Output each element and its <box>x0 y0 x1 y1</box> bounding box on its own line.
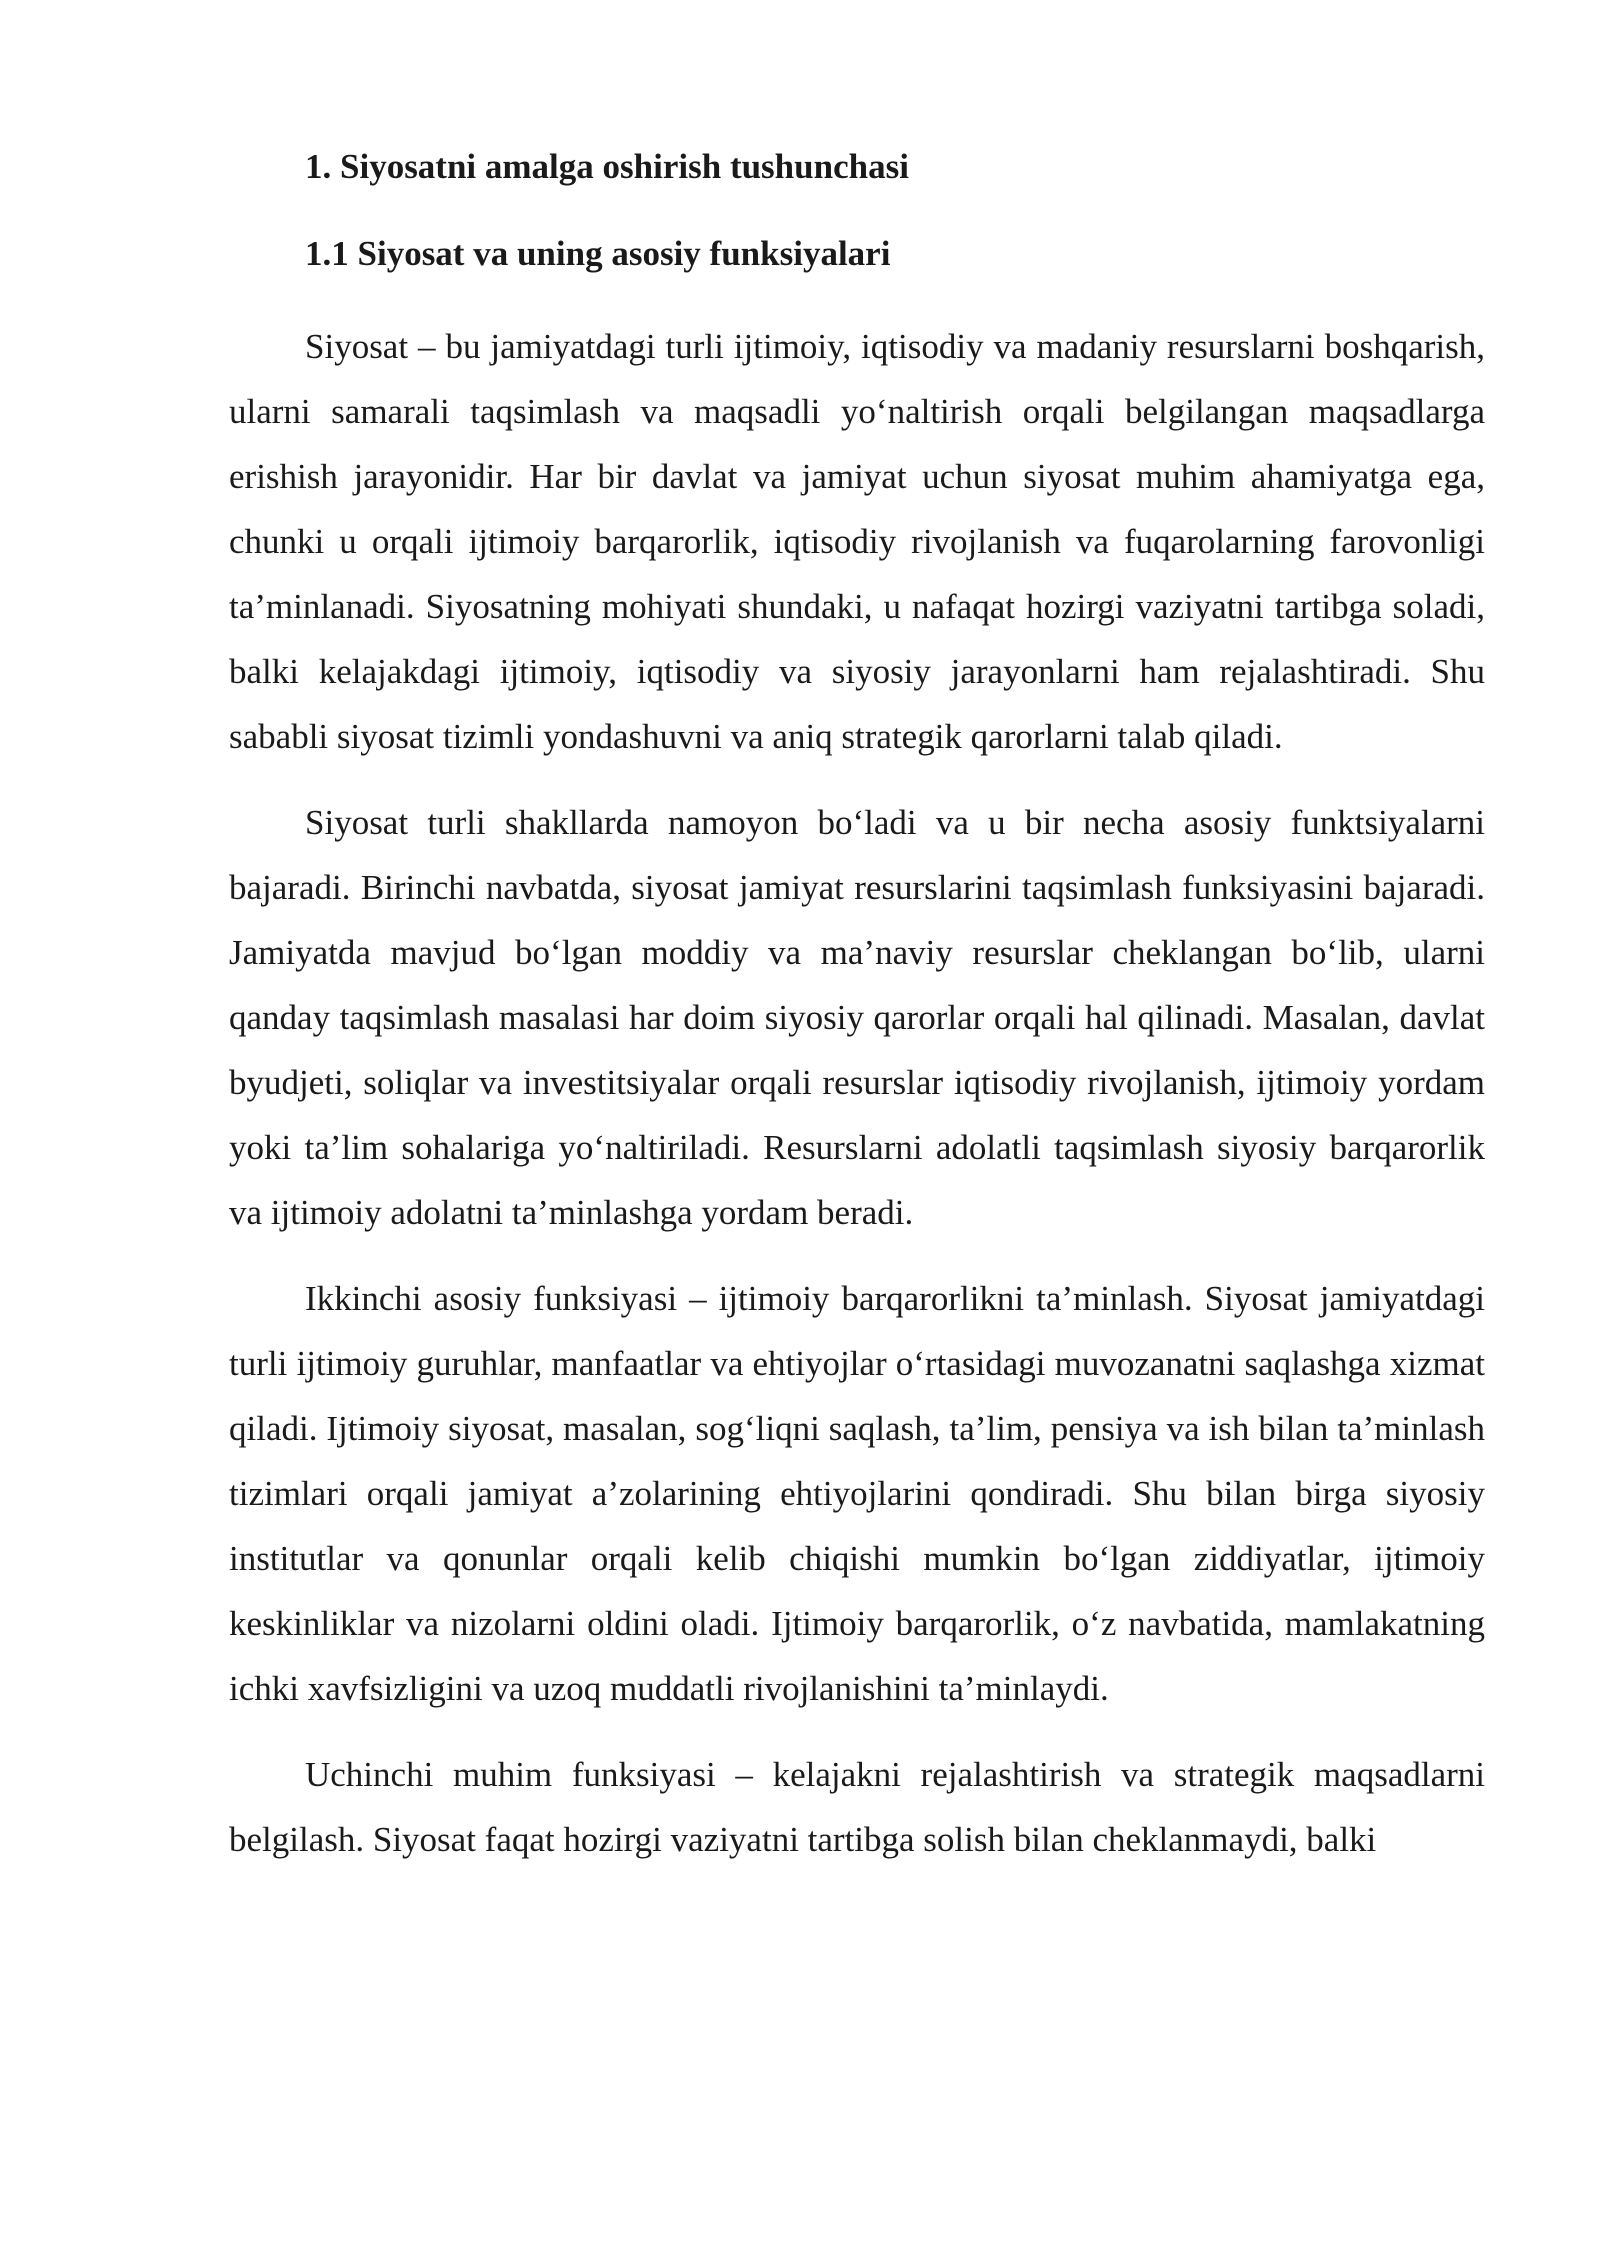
paragraph-3: Ikkinchi asosiy funksiyasi – ijtimoiy barqarorlikni ta’minlash. Siyosat jamiyatdagi turli ijtimoiy guruhlar, manfaatlar va ehtiyojlar o‘rtasidagi muvozanatni saqlashga xizmat qiladi. Ijtimoiy siyosat, masalan, sog‘liqni saqlash, ta’lim, pensiya va ish bilan ta’minlash tizimlari orqali jamiyat a’zolarining ehtiyojlarini qondiradi. Shu bilan birga siyosiy institutlar va qonunlar orqali kelib chiqishi mumkin bo‘lgan ziddiyatlar, ijtimoiy keskinliklar va nizolarni oldini oladi. Ijtimoiy barqarorlik, o‘z navbatida, mamlakatning ichki xavfsizligini va uzoq muddatli rivojlanishini ta’minlaydi. <box>229 1279 1485 1708</box>
subsection-heading: 1.1 Siyosat va uning asosiy funksiyalari <box>305 234 891 273</box>
document-body <box>229 140 1485 1893</box>
section-heading: 1. Siyosatni amalga oshirish tushunchasi <box>305 147 909 186</box>
paragraph-4: Uchinchi muhim funksiyasi – kelajakni rejalashtirish va strategik maqsadlarni belgilash. Siyosat faqat hozirgi vaziyatni tartibga solish bilan cheklanmaydi, balki <box>229 1755 1485 1859</box>
paragraph-2: Siyosat turli shakllarda namoyon bo‘ladi va u bir necha asosiy funktsiyalarni bajaradi. Birinchi navbatda, siyosat jamiyat resurslarini taqsimlash funksiyasini bajaradi. Jamiyatda mavjud bo‘lgan moddiy va ma’naviy resurslar cheklangan bo‘lib, ularni qanday taqsimlash masalasi har doim siyosiy qarorlar orqali hal qilinadi. Masalan, davlat byudjeti, soliqlar va investitsiyalar orqali resurslar iqtisodiy rivojlanish, ijtimoiy yordam yoki ta’lim sohalariga yo‘naltiriladi. Resurslarni adolatli taqsimlash siyosiy barqarorlik va ijtimoiy adolatni ta’minlashga yordam beradi. <box>229 803 1485 1232</box>
paragraph-1: Siyosat – bu jamiyatdagi turli ijtimoiy, iqtisodiy va madaniy resurslarni boshqarish, ularni samarali taqsimlash va maqsadli yo‘naltirish orqali belgilangan maqsadlarga erishish jarayonidir. Har bir davlat va jamiyat uchun siyosat muhim ahamiyatga ega, chunki u orqali ijtimoiy barqarorlik, iqtisodiy rivojlanish va fuqarolarning farovonligi ta’minlanadi. Siyosatning mohiyati shundaki, u nafaqat hozirgi vaziyatni tartibga soladi, balki kelajakdagi ijtimoiy, iqtisodiy va siyosiy jarayonlarni ham rejalashtiradi. Shu sababli siyosat tizimli yondashuvni va aniq strategik qarorlarni talab qiladi. <box>229 327 1485 756</box>
